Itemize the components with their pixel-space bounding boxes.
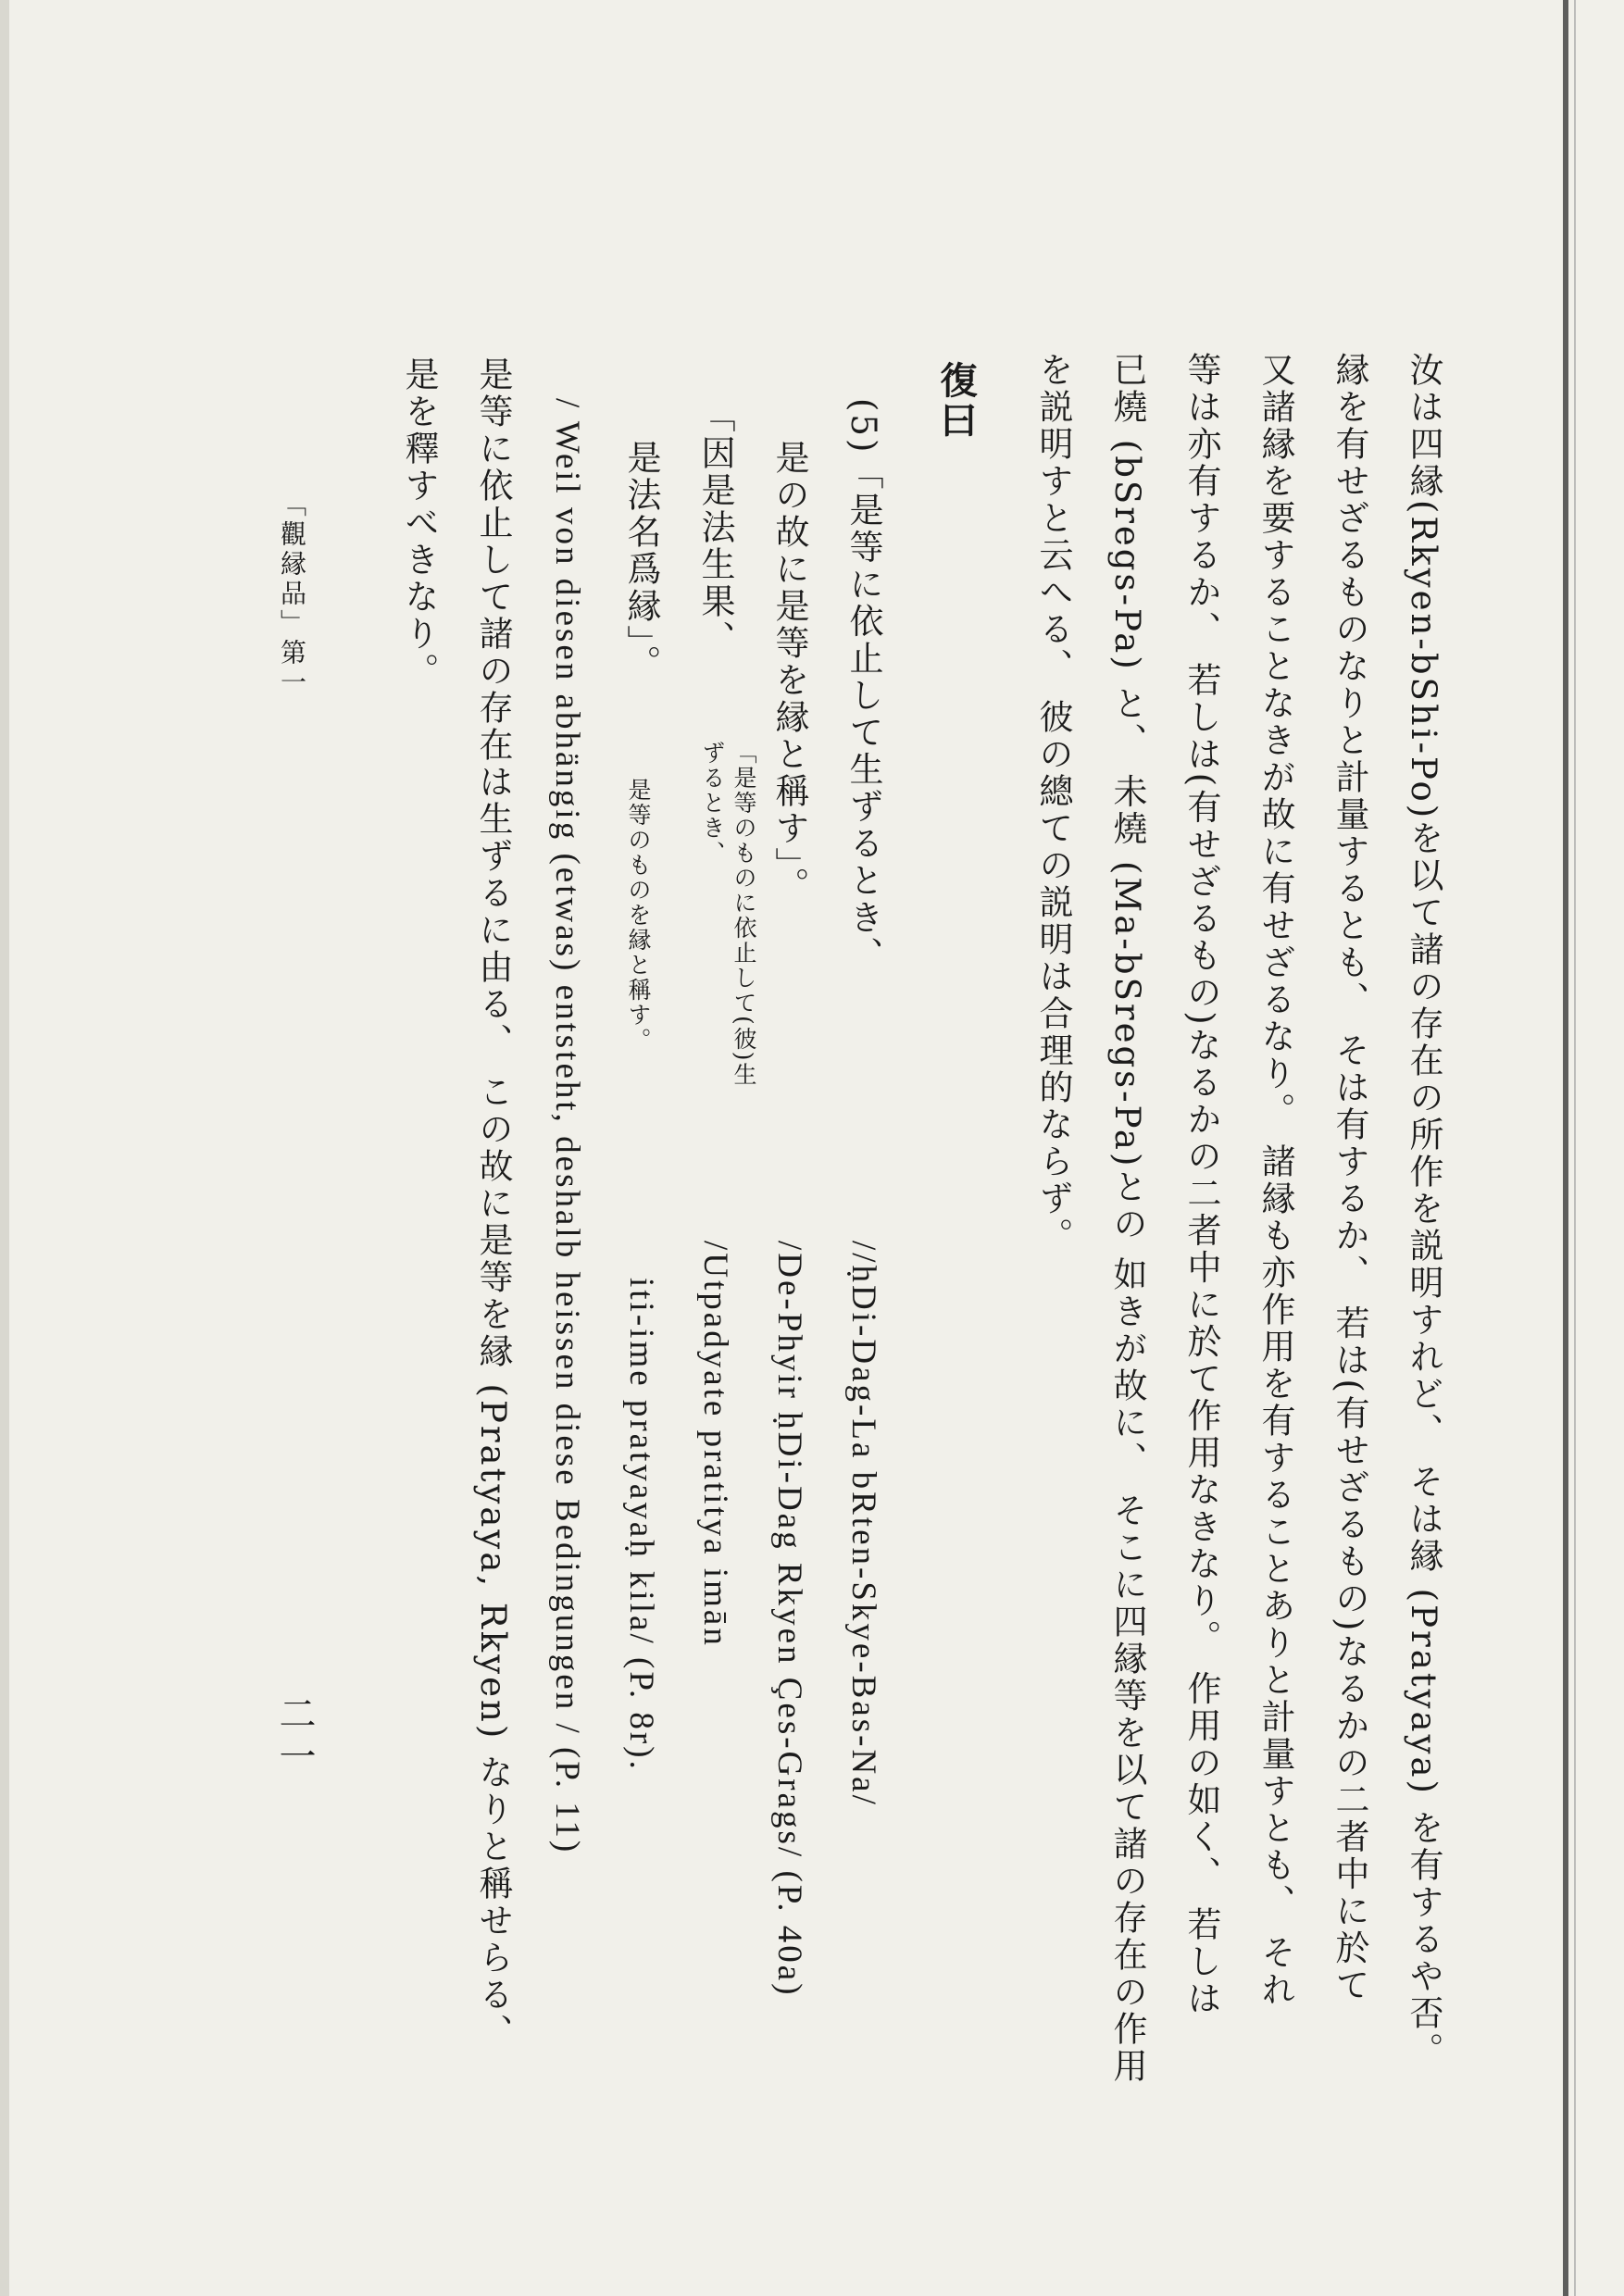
verse-line-2-tibetan: /De-Phyir ḥDi-Dag Rkyen Çes-Grags/ (P. 40a) xyxy=(770,1241,808,1998)
verse-line-1: (5)「是等に依止して生ずるとき、 xyxy=(843,398,883,974)
binding-edge-shadow xyxy=(1574,0,1576,2296)
heading-fukuetsu: 復曰 xyxy=(934,361,978,441)
main-text-line-4: 等は亦有するか、 若しは(有せざるもの)なるかの二者中に於て作用なきなり。 作用の如く、 若しは xyxy=(1181,352,1221,2018)
verse-line-2: 是の故に是等を縁と稱す」。 xyxy=(769,440,809,905)
running-footer: 「觀縁品」第一 xyxy=(277,491,307,698)
page-number: 二一 xyxy=(273,1694,316,1779)
closing-line-2: 是を釋すべきなり。 xyxy=(399,356,439,690)
verse-line-4-gloss: 是等のものを縁と稱す。 xyxy=(625,778,652,1053)
main-text-line-1: 汝は四縁(Rkyen-bShi-Po)を以て諸の存在の所作を説明すれど、 そは縁 (Pratyaya) を有するや否。 xyxy=(1404,352,1443,2069)
verse-line-4-chinese: 是法名爲縁」。 xyxy=(621,440,661,682)
binding-edge-line xyxy=(1563,0,1568,2296)
verse-line-4-sanskrit: iti-ime pratyayaḥ kila/ (P. 8r). xyxy=(622,1278,660,1772)
page-left-edge xyxy=(0,0,9,2296)
main-text-line-3: 又諸縁を要することなきが故に有せざるなり。 諸縁も亦作用を有することありと計量すとも、 それ xyxy=(1255,352,1295,2009)
main-text-line-6: を説明すと云へる、 彼の總ての説明は合理的ならず。 xyxy=(1033,352,1073,1254)
german-translation: / Weil von diesen abhängig (etwas) entsteht, deshalb heissen diese Bedingungen / (P. 11) xyxy=(548,398,586,1855)
main-text-line-2: 縁を有せざるものなりと計量するとも、 そは有するか、 若は(有せざるもの)なるかの二者中に於て xyxy=(1330,352,1369,2004)
verse-line-3-chinese: 「因是法生果、 xyxy=(695,398,735,657)
main-text-line-5: 已燒 (bSregs-Pa) と、 未燒 (Ma-bSregs-Pa)との 如きが故に、 そこに四縁等を以て諸の存在の作用 xyxy=(1107,352,1147,2085)
verse-line-3-gloss: 「是等のものに依止して(彼)生ずるとき、 xyxy=(699,741,757,1088)
closing-line-1: 是等に依止して諸の存在は生ずるに由る、 この故に是等を縁 (Pratyaya, Rkyen) なりと稱せらる、 xyxy=(473,356,513,2052)
verse-line-1-tibetan: //ḥDi-Dag-La bRten-Skye-Bas-Na/ xyxy=(844,1241,882,1807)
verse-line-3-sanskrit: /Utpadyate pratitya imān xyxy=(696,1241,734,1648)
